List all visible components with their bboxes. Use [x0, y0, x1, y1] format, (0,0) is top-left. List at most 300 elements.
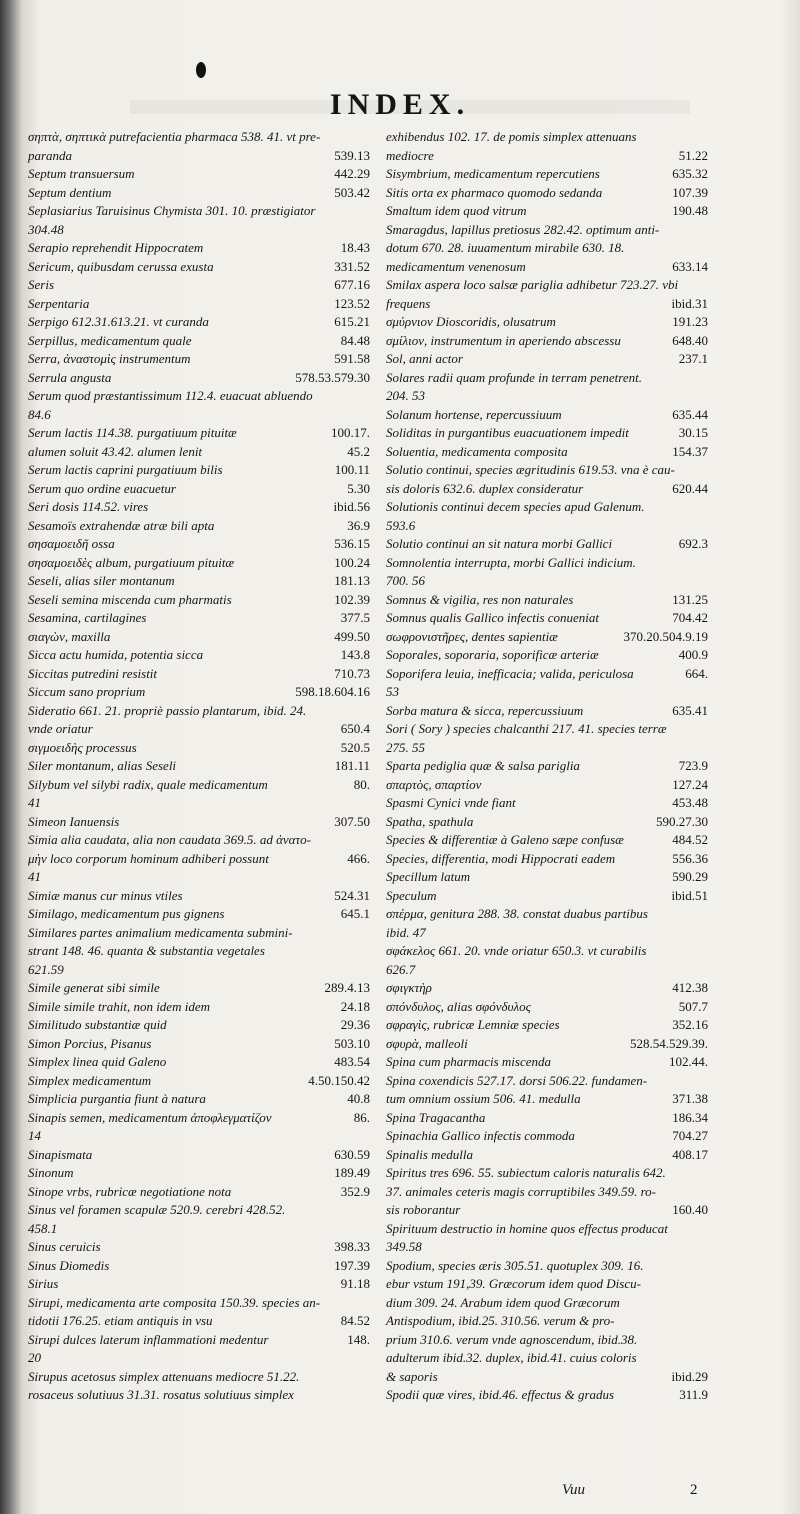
index-entry-text: Simplex linea quid Galeno — [28, 1054, 167, 1069]
index-entry-text: Smaragdus, lapillus pretiosus 282.42. optimum anti- — [386, 221, 660, 237]
index-entry-page-ref: 160.40 — [672, 1202, 708, 1217]
index-entry-page-ref: 30.15 — [678, 425, 708, 440]
index-entry — [386, 720, 712, 739]
index-entry — [28, 517, 374, 536]
index-entry-page-ref: 591.58 — [334, 351, 370, 366]
index-entry-text: σφραγὶς, rubricæ Lemniæ species — [386, 1017, 560, 1032]
index-entry-text: σπέρμα, genitura 288. 38. constat duabus partibus — [386, 906, 648, 921]
index-entry — [386, 165, 712, 184]
index-entry-page-ref: 648.40 — [672, 332, 708, 348]
index-entry-text: Soluentia, medicamenta composita — [386, 443, 568, 459]
index-entry-page-ref: 5.30 — [347, 480, 370, 496]
index-entry — [386, 480, 712, 499]
index-entry — [386, 1183, 712, 1202]
index-entry — [28, 332, 374, 351]
index-entry-text: sis doloris 632.6. duplex consideratur — [386, 480, 584, 496]
index-entry — [28, 628, 374, 647]
index-entry — [386, 609, 712, 628]
index-entry-text: Serra, ἀναστομὶς instrumentum — [28, 351, 191, 366]
index-entry — [28, 1275, 374, 1294]
index-entry-text: Sinus vel foramen scapulæ 520.9. cerebri 428.52. — [28, 1202, 286, 1217]
index-entry — [28, 387, 374, 406]
index-entry — [386, 313, 712, 332]
index-entry-text: strant 148. 46. quanta & substantia vegetales — [28, 943, 265, 958]
index-entry-page-ref: 191.23 — [672, 314, 708, 329]
index-entry-text: 14 — [28, 1128, 41, 1143]
index-entry-text: Soporales, soporaria, soporificæ arteriæ — [386, 647, 599, 662]
index-entry — [28, 1146, 374, 1165]
index-entry-text: Sinus ceruicis — [28, 1239, 101, 1254]
index-entry — [28, 350, 374, 369]
index-entry-page-ref: 503.42 — [334, 184, 370, 200]
index-entry-text: Simplex medicamentum — [28, 1072, 152, 1088]
index-entry-page-ref: 442.29 — [334, 166, 370, 181]
index-entry-text: Serpigo 612.31.613.21. vt curanda — [28, 314, 209, 329]
index-entry-text: sis roborantur — [386, 1202, 461, 1217]
index-entry — [386, 887, 712, 906]
index-entry — [386, 572, 712, 591]
index-entry-text: σησαμοειδὲς album, purgatiuum pituitæ — [28, 554, 235, 570]
index-entry — [28, 461, 374, 480]
index-entry-text: Sirius — [28, 1276, 59, 1291]
index-entry-text: σπαρτὸς, σπαρτίον — [386, 776, 482, 792]
index-entry-text: Species, differentia, modi Hippocrati eadem — [386, 850, 616, 866]
index-entry-page-ref: 710.73 — [334, 665, 370, 681]
index-entry — [28, 942, 374, 961]
index-entry-page-ref: 633.14 — [672, 258, 708, 274]
index-entry-page-ref: 466. — [347, 850, 370, 866]
index-entry — [386, 517, 712, 536]
index-entry-text: Spodium, species æris 305.51. quotuplex 309. 16. — [386, 1257, 644, 1273]
index-entry — [386, 276, 712, 295]
index-entry-text: Smaltum idem quod vitrum — [386, 203, 527, 218]
index-entry-page-ref: 197.39 — [334, 1257, 370, 1273]
index-entry-text: tum omnium ossium 506. 41. medulla — [386, 1091, 581, 1106]
index-entry-text: 204. 53 — [386, 388, 425, 403]
index-entry-page-ref: 412.38 — [672, 980, 708, 995]
index-entry-page-ref: ibid.31 — [671, 295, 708, 311]
index-entry — [386, 369, 712, 388]
index-entry-page-ref: 630.59 — [334, 1146, 370, 1162]
index-entry-text: Somnus & vigilia, res non naturales — [386, 591, 574, 607]
index-entry-page-ref: 84.52 — [340, 1313, 370, 1328]
index-entry-page-ref: 181.13 — [334, 573, 370, 588]
index-entry-text: Serum lactis caprini purgatiuum bilis — [28, 462, 223, 477]
index-entry-text: Spasmi Cynici vnde fiant — [386, 795, 516, 810]
index-entry — [28, 1331, 374, 1350]
index-entry — [386, 1220, 712, 1239]
index-entry — [386, 1053, 712, 1072]
index-entry-text: dium 309. 24. Arabum idem quod Græcorum — [386, 1294, 620, 1310]
index-entry — [28, 184, 374, 203]
index-entry-text: ebur vstum 191,39. Græcorum idem quod Discu- — [386, 1276, 641, 1291]
index-entry-text: Solutio continui an sit natura morbi Gallici — [386, 536, 613, 551]
index-entry — [386, 498, 712, 517]
index-entry — [28, 202, 374, 221]
index-entry-page-ref: 311.9 — [679, 1387, 708, 1402]
index-entry-text: σπόνδυλος, alias σφόνδυλος — [386, 998, 531, 1014]
index-entry-page-ref: 704.42 — [672, 610, 708, 625]
index-entry-text: Soliditas in purgantibus euacuationem impedit — [386, 425, 629, 440]
index-entry-text: Spina cum pharmacis miscenda — [386, 1054, 552, 1069]
index-entry — [386, 1146, 712, 1165]
index-entry-page-ref: 127.24 — [672, 776, 708, 792]
index-entry — [386, 850, 712, 869]
index-entry — [386, 1368, 712, 1387]
index-entry-text: 304.48 — [28, 221, 64, 237]
index-entry-page-ref: 40.8 — [347, 1091, 370, 1106]
index-entry — [28, 128, 374, 147]
index-entry-text: Solanum hortense, repercussiuum — [386, 406, 562, 422]
index-entry-text: Simia alia caudata, alia non caudata 369.5. ad ἀνατο- — [28, 832, 311, 847]
index-entry-text: rosaceus solutiuus 31.31. rosatus solutiuus simplex — [28, 1387, 294, 1402]
index-entry-text: 53 — [386, 684, 399, 699]
index-entry-text: 626.7 — [386, 961, 416, 977]
index-entry-page-ref: 503.10 — [334, 1035, 370, 1051]
index-entry-text: frequens — [386, 295, 431, 311]
index-entry-text: Serum quo ordine euacuetur — [28, 480, 176, 496]
index-entry-text: Sinope vrbs, rubricæ negotiatione nota — [28, 1183, 232, 1199]
index-entry — [28, 646, 374, 665]
index-entry — [28, 850, 374, 869]
index-entry-text: Septum dentium — [28, 184, 112, 200]
index-entry — [28, 739, 374, 758]
catchword: Vuu — [562, 1482, 586, 1498]
index-entry-text: Solutio continui, species ægritudinis 619.53. vna è cau- — [386, 462, 675, 477]
index-entry — [386, 202, 712, 221]
index-entry-page-ref: 154.37 — [672, 443, 708, 459]
index-entry — [386, 350, 712, 369]
index-entry-text: σφυρὰ, malleoli — [386, 1035, 468, 1051]
index-entry — [28, 702, 374, 721]
index-entry — [386, 813, 712, 832]
index-entry-text: adulterum ibid.32. duplex, ibid.41. cuius coloris — [386, 1350, 637, 1365]
index-entry — [386, 1127, 712, 1146]
index-entry-text: Spina coxendicis 527.17. dorsi 506.22. fundamen- — [386, 1072, 648, 1088]
index-entry — [28, 794, 374, 813]
index-entry-page-ref: 370.20.504.9.19 — [623, 628, 708, 644]
index-entry — [386, 554, 712, 573]
index-entry-page-ref: 237.1 — [678, 351, 708, 366]
index-entry — [386, 1035, 712, 1054]
index-entry-text: Spatha, spathula — [386, 813, 474, 829]
index-entry — [28, 665, 374, 684]
index-entry-text: Sol, anni actor — [386, 351, 463, 366]
index-entry-text: exhibendus 102. 17. de pomis simplex attenuans — [386, 129, 637, 144]
index-entry-page-ref: 45.2 — [347, 443, 370, 459]
index-entry-text: Siler montanum, alias Seseli — [28, 758, 177, 773]
index-entry — [28, 831, 374, 850]
index-entry — [386, 424, 712, 443]
index-entry — [28, 1294, 374, 1313]
index-entry-page-ref: 102.44. — [669, 1054, 708, 1069]
index-entry-text: Sicca actu humida, potentia sicca — [28, 647, 204, 662]
index-entry-text: Spodii quæ vires, ibid.46. effectus & gradus — [386, 1387, 615, 1402]
index-entry-page-ref: 615.21 — [334, 314, 370, 329]
index-entry-text: Seseli semina miscenda cum pharmatis — [28, 591, 232, 607]
index-entry-text: Similitudo substantiæ quid — [28, 1017, 167, 1032]
index-entry-text: Sinus Diomedis — [28, 1257, 110, 1273]
index-entry-page-ref: 556.36 — [672, 850, 708, 866]
index-entry-page-ref: 536.15 — [334, 536, 370, 551]
index-entry-text: Somnus qualis Gallico infectis conueniat — [386, 610, 600, 625]
index-entry — [386, 683, 712, 702]
index-entry-text: Spina Tragacantha — [386, 1109, 486, 1125]
index-entry — [28, 1257, 374, 1276]
index-entry-text: alumen soluit 43.42. alumen lenit — [28, 443, 203, 459]
index-entry-page-ref: 398.33 — [334, 1239, 370, 1254]
index-entry — [386, 1016, 712, 1035]
index-entry-text: Siccitas putredini resistit — [28, 665, 158, 681]
index-entry-page-ref: 91.18 — [340, 1276, 370, 1291]
index-entry-text: Similago, medicamentum pus gignens — [28, 906, 225, 921]
index-entry-page-ref: 692.3 — [678, 536, 708, 551]
index-entry-page-ref: 29.36 — [340, 1017, 370, 1032]
index-entry-page-ref: 635.44 — [672, 406, 708, 422]
index-entry — [386, 739, 712, 758]
index-entry-text: σφάκελος 661. 20. vnde oriatur 650.3. vt curabilis — [386, 943, 647, 958]
index-entry-text: σηπτὰ, σηπτικὰ putrefacientia pharmaca 538. 41. vt pre- — [28, 129, 321, 144]
index-entry — [28, 1201, 374, 1220]
index-entry — [28, 295, 374, 314]
index-entry-page-ref: 664. — [685, 665, 708, 681]
index-entry-text: Spinalis medulla — [386, 1146, 474, 1162]
index-entry-page-ref: 143.8 — [340, 647, 370, 662]
index-entry-page-ref: 635.32 — [672, 166, 708, 181]
index-entry-page-ref: 80. — [353, 776, 370, 792]
index-entry — [28, 998, 374, 1017]
index-entry — [386, 184, 712, 203]
index-entry — [386, 868, 712, 887]
index-entry — [386, 147, 712, 166]
index-entry-page-ref: 84.48 — [340, 332, 370, 348]
index-entry-page-ref: 620.44 — [672, 480, 708, 496]
index-entry — [28, 905, 374, 924]
index-entry-text: Simiæ manus cur minus vtiles — [28, 887, 183, 903]
index-entry-text: Septum transuersum — [28, 166, 135, 181]
index-entry-text: 593.6 — [386, 517, 416, 533]
index-entry — [386, 1386, 712, 1405]
index-entry-text: Sericum, quibusdam cerussa exusta — [28, 258, 214, 274]
index-entry-text: Serpillus, medicamentum quale — [28, 332, 192, 348]
index-entry-text: Simile generat sibi simile — [28, 980, 160, 995]
index-entry-text: Serum lactis 114.38. purgatiuum pituitæ — [28, 425, 237, 440]
index-entry-page-ref: ibid.51 — [671, 887, 708, 903]
index-entry-text: Speculum — [386, 887, 437, 903]
index-entry-text: Specillum latum — [386, 869, 471, 884]
index-entry — [28, 1183, 374, 1202]
index-entry-page-ref: 307.50 — [334, 813, 370, 829]
index-entry — [386, 128, 712, 147]
index-entry-page-ref: 190.48 — [672, 203, 708, 218]
index-entry — [386, 535, 712, 554]
index-entry-text: Sinapismata — [28, 1146, 93, 1162]
index-entry — [28, 406, 374, 425]
index-entry-text: Solutionis continui decem species apud Galenum. — [386, 499, 645, 514]
index-entry-text: Sirupus acetosus simplex attenuans mediocre 51.22. — [28, 1368, 300, 1384]
index-entry-text: Serpentaria — [28, 295, 90, 311]
index-entry — [28, 1164, 374, 1183]
index-entry-page-ref: ibid.56 — [333, 499, 370, 514]
index-entry — [28, 1386, 374, 1405]
index-entry — [386, 239, 712, 258]
index-entry-page-ref: 100.17. — [331, 425, 370, 440]
index-entry — [28, 961, 374, 980]
index-entry — [386, 221, 712, 240]
index-entry — [386, 1090, 712, 1109]
index-entry — [386, 1275, 712, 1294]
index-entry-page-ref: 377.5 — [340, 610, 370, 625]
index-entry-text: 621.59 — [28, 961, 64, 977]
index-entry — [386, 295, 712, 314]
index-entry-text: Seris — [28, 277, 54, 292]
index-entry — [28, 591, 374, 610]
index-entry-page-ref: 578.53.579.30 — [295, 369, 370, 385]
index-entry-text: Spirituum destructio in homine quos effectus producat — [386, 1220, 668, 1236]
index-entry-text: & saporis — [386, 1368, 438, 1384]
index-entry — [28, 776, 374, 795]
index-entry-text: Seri dosis 114.52. vires — [28, 499, 149, 514]
index-entry-text: 349.58 — [386, 1239, 422, 1254]
index-column-left — [28, 128, 374, 1405]
index-entry — [28, 554, 374, 573]
index-entry-page-ref: 524.31 — [334, 887, 370, 903]
index-entry-text: Sinapis semen, medicamentum ἀποφλεγματίζον — [28, 1109, 272, 1125]
index-entry-page-ref: 539.13 — [334, 147, 370, 163]
index-entry — [386, 1109, 712, 1128]
index-entry-text: Sisymbrium, medicamentum repercutiens — [386, 166, 600, 181]
index-entry-page-ref: 598.18.604.16 — [295, 684, 370, 699]
index-entry-page-ref: 51.22 — [678, 147, 708, 163]
index-entry-page-ref: 18.43 — [340, 240, 370, 255]
index-entry — [28, 813, 374, 832]
index-entry — [28, 1127, 374, 1146]
index-entry-page-ref: 645.1 — [340, 906, 370, 921]
index-entry — [28, 924, 374, 943]
index-entry-text: Simplicia purgantia fiunt à natura — [28, 1091, 206, 1106]
index-entry-page-ref: 400.9 — [678, 647, 708, 662]
index-entry — [28, 1109, 374, 1128]
index-entry-text: Soporifera leuia, inefficacia; valida, periculosa — [386, 665, 634, 681]
index-entry-text: tidotii 176.25. etiam antiquis in vsu — [28, 1313, 213, 1328]
index-entry-text: Simeon Ianuensis — [28, 813, 120, 829]
index-entry-text: 275. 55 — [386, 739, 425, 755]
index-entry — [386, 1331, 712, 1350]
index-entry-text: 700. 56 — [386, 573, 425, 588]
index-entry-text: Sesamoïs extrahendæ atræ bili apta — [28, 517, 215, 533]
index-entry — [28, 868, 374, 887]
index-entry-text: Sori ( Sory ) species chalcanthi 217. 41. species terræ — [386, 721, 667, 736]
index-entry — [28, 720, 374, 739]
index-entry — [386, 1349, 712, 1368]
index-entry — [28, 1238, 374, 1257]
index-entry-text: 37. animales ceteris magis corruptibiles 349.59. ro- — [386, 1183, 656, 1199]
index-entry — [28, 1368, 374, 1387]
index-entry-page-ref: 102.39 — [334, 591, 370, 607]
index-entry — [386, 461, 712, 480]
index-entry-text: Species & differentiæ à Galeno sæpe confusæ — [386, 832, 624, 847]
index-entry — [28, 1349, 374, 1368]
index-entry — [386, 794, 712, 813]
index-entry-page-ref: 453.48 — [672, 795, 708, 810]
index-entry — [386, 757, 712, 776]
index-entry-page-ref: 635.41 — [672, 702, 708, 718]
index-entry-text: Antispodium, ibid.25. 310.56. verum & pro- — [386, 1313, 615, 1328]
index-entry-text: 41 — [28, 795, 41, 810]
index-entry-text: Sitis orta ex pharmaco quomodo sedanda — [386, 184, 603, 200]
index-entry-text: Serapio reprehendit Hippocratem — [28, 240, 204, 255]
index-entry-text: Siccum sano proprium — [28, 684, 146, 699]
index-entry-text: σμίλιον, instrumentum in aperiendo abscessu — [386, 332, 621, 348]
index-entry-page-ref: 148. — [347, 1331, 370, 1347]
index-entry-page-ref: 723.9 — [678, 758, 708, 773]
index-entry-page-ref: 704.27 — [672, 1128, 708, 1143]
index-entry-text: Sorba matura & sicca, repercussiuum — [386, 702, 584, 718]
index-entry — [386, 905, 712, 924]
index-entry — [386, 258, 712, 277]
index-entry-text: Simon Porcius, Pisanus — [28, 1035, 152, 1051]
index-entry — [386, 1238, 712, 1257]
index-entry — [28, 1072, 374, 1091]
index-entry — [386, 702, 712, 721]
index-entry — [386, 924, 712, 943]
index-entry-text: Somnolentia interrupta, morbi Gallici indicium. — [386, 554, 636, 570]
index-entry-text: Silybum vel silybi radix, quale medicamentum — [28, 776, 268, 792]
index-entry — [28, 757, 374, 776]
index-entry-page-ref: 590.29 — [672, 869, 708, 884]
index-entry-page-ref: 484.52 — [672, 832, 708, 847]
index-entry-text: σφιγκτὴρ — [386, 980, 432, 995]
index-entry — [28, 1053, 374, 1072]
index-entry-text: paranda — [28, 147, 73, 163]
index-entry-text: Sideratio 661. 21. propriè passio plantarum, ibid. 24. — [28, 702, 307, 718]
index-entry-text: mediocre — [386, 147, 434, 163]
index-entry — [386, 1257, 712, 1276]
index-entry-page-ref: 86. — [353, 1109, 370, 1125]
index-entry — [386, 979, 712, 998]
index-entry — [386, 831, 712, 850]
index-entry — [386, 443, 712, 462]
index-entry — [386, 646, 712, 665]
index-entry — [386, 628, 712, 647]
index-entry-text: σιγμοειδὴς processus — [28, 739, 137, 755]
index-entry — [28, 535, 374, 554]
signature-mark: 2 — [690, 1482, 698, 1498]
index-entry-page-ref: 189.49 — [334, 1165, 370, 1180]
index-entry-page-ref: 483.54 — [334, 1054, 370, 1069]
index-entry-text: Sesamina, cartilagines — [28, 610, 147, 625]
index-entry-text: dotum 670. 28. iuuamentum mirabile 630. 18. — [386, 240, 625, 255]
index-entry-text: Sirupi dulces laterum inflammationi medentur — [28, 1331, 269, 1347]
index-entry — [386, 1072, 712, 1091]
index-entry — [28, 1035, 374, 1054]
index-entry-page-ref: 100.24 — [334, 554, 370, 570]
index-entry — [28, 1016, 374, 1035]
index-entry — [386, 776, 712, 795]
index-entry — [386, 1201, 712, 1220]
index-entry — [28, 221, 374, 240]
index-entry-text: Spiritus tres 696. 55. subiectum caloris naturalis 642. — [386, 1165, 666, 1180]
index-entry-page-ref: 100.11 — [334, 462, 370, 477]
index-entry-text: Sparta pediglia quæ & salsa pariglia — [386, 758, 580, 773]
index-entry-text: Simile simile trahit, non idem idem — [28, 998, 210, 1014]
index-entry — [28, 424, 374, 443]
page-title: INDEX. — [329, 88, 471, 121]
index-entry — [386, 961, 712, 980]
index-entry-page-ref: 131.25 — [672, 591, 708, 607]
index-entry — [28, 887, 374, 906]
index-entry-text: 458.1 — [28, 1220, 58, 1236]
